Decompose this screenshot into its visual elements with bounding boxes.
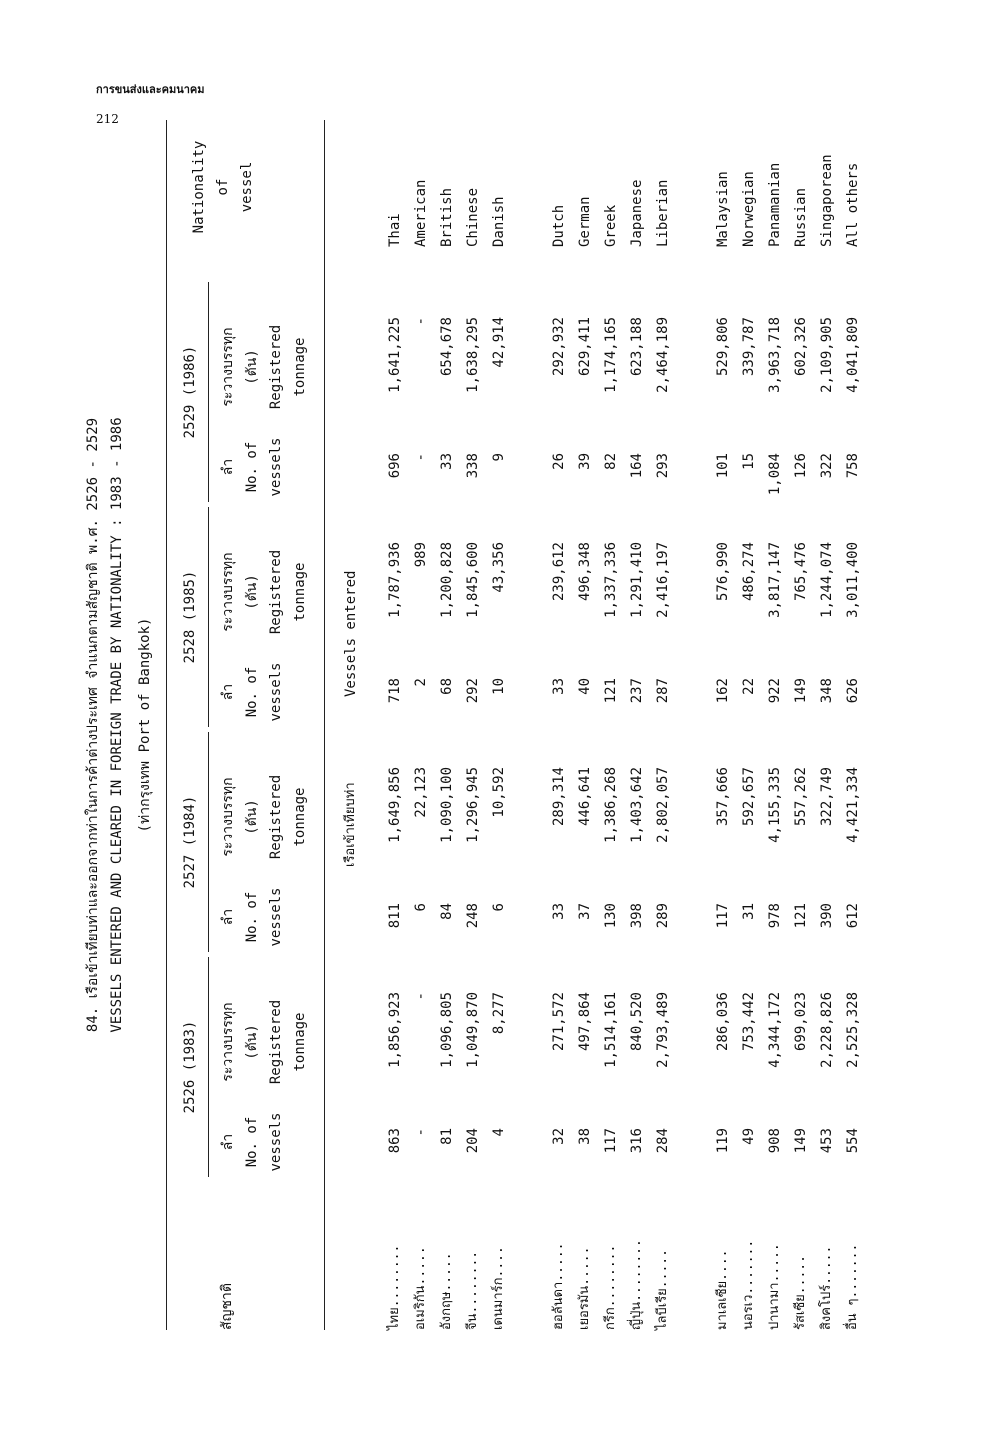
table-cell: 84 [439,903,455,920]
header-line: Nationality [191,140,207,234]
column-vessels-1985 [382,678,866,730]
table-cell: 239,612 [551,542,567,602]
table-row-label: Liberian [655,179,671,247]
table-cell: 623,188 [629,317,645,377]
year-rule-1985 [208,507,209,727]
table-top-rule [166,120,167,1330]
table-cell: 1,200,828 [439,542,455,618]
table-cell: 753,442 [741,992,757,1052]
table-cell: 1,296,945 [465,767,481,843]
table-cell: 287 [655,678,671,704]
table-cell: 4 [491,1128,507,1137]
table-cell: 33 [551,678,567,695]
year-header-1983: 2526 (1983) [182,1020,198,1114]
table-cell: 117 [603,1128,619,1154]
table-row-label: นอรเว....... [741,1239,756,1330]
header-bottom-rule [324,120,325,1330]
tonnage-header-1985 [216,532,312,652]
table-cell: 1,649,856 [387,767,403,843]
column-nationality-english [382,117,866,247]
table-cell: 1,090,100 [439,767,455,843]
table-cell: 9 [491,453,507,462]
table-cell: 26 [551,453,567,470]
table-row-label: เดนมาร์ก.... [491,1246,506,1330]
table-cell: 1,638,295 [465,317,481,393]
table-cell: 557,262 [793,767,809,827]
group-spacer [512,992,546,1092]
column-vessels-1984 [382,903,866,955]
table-cell: 339,787 [741,317,757,377]
table-cell: 863 [387,1128,403,1154]
group-spacer [512,678,546,730]
table-cell: 286,036 [715,992,731,1052]
table-cell: 121 [793,903,809,929]
header-line: ลำ [220,458,236,476]
group-spacer [676,767,710,867]
table-cell: 4,155,335 [767,767,783,843]
table-cell: 699,023 [793,992,809,1052]
table-cell: 446,641 [577,767,593,827]
table-cell: 271,572 [551,992,567,1052]
table-cell: 592,657 [741,767,757,827]
column-vessels-1983 [382,1128,866,1180]
table-row-label: ปานามา..... [767,1243,782,1330]
group-spacer [676,678,710,730]
table-cell: 1,856,923 [387,992,403,1068]
table-cell: 39 [577,453,593,470]
table-row-label: German [577,196,593,247]
table-cell: 765,476 [793,542,809,602]
table-row-label: All others [845,162,861,247]
table-cell: 554 [845,1128,861,1154]
table-cell: 3,817,147 [767,542,783,618]
group-spacer [512,903,546,955]
table-row-label: จีน........ [465,1250,480,1330]
page-number: 212 [96,112,119,126]
group-spacer [676,1210,710,1330]
table-cell: 529,806 [715,317,731,377]
table-cell: 2 [413,678,429,687]
table-row-label: Japanese [629,179,645,247]
table-cell: 237 [629,678,645,704]
table-row-label: Chinese [465,187,481,247]
vessels-header-1985 [216,657,288,727]
table-cell: 3,011,400 [845,542,861,618]
table-cell: 2,228,826 [819,992,835,1068]
table-row-label: Panamanian [767,162,783,247]
table-row-label: British [439,187,455,247]
table-cell: 33 [439,453,455,470]
header-line: (ตัน) [244,574,260,610]
table-cell: 1,403,642 [629,767,645,843]
table-cell: - [413,992,429,1001]
table-row-label: ญี่ปุ่น........ [629,1239,644,1330]
table-row-label: Singaporean [819,154,835,247]
table-cell: 322,749 [819,767,835,827]
table-cell: 1,386,268 [603,767,619,843]
header-line: ระวางบรรทุก [220,777,236,857]
table-row-label: อื่น ๆ....... [845,1243,860,1330]
table-cell: 1,337,336 [603,542,619,618]
header-line: tonnage [292,562,308,622]
table-cell: 204 [465,1128,481,1154]
table-cell: 42,914 [491,317,507,368]
table-row-label: มาเลเซีย.... [715,1249,730,1330]
table-cell: 840,520 [629,992,645,1052]
nationality-thai-header: สัญชาติ [219,1283,235,1330]
table-row-label: American [413,179,429,247]
table-cell: - [413,453,429,462]
header-line: No. of [244,441,260,493]
table-row-label: อังกฤษ..... [439,1252,454,1330]
table-cell: 117 [715,903,731,929]
table-row-label: ไทย........ [387,1244,402,1330]
table-cell: 293 [655,453,671,479]
table-cell: 2,109,905 [819,317,835,393]
vessels-header-1983 [216,1107,288,1177]
table-cell: 316 [629,1128,645,1154]
table-subtitle: (ท่ากรุงเทพ Port of Bangkok) [137,617,153,833]
header-line: vessels [268,887,284,947]
table-row-label: Greek [603,204,619,247]
group-spacer [512,1128,546,1180]
section-label-english: Vessels entered [343,570,359,697]
table-cell: 978 [767,903,783,929]
table-cell: 4,421,334 [845,767,861,843]
year-header-1985: 2528 (1985) [182,570,198,664]
table-cell: 248 [465,903,481,929]
table-cell: 31 [741,903,757,920]
table-cell: 486,274 [741,542,757,602]
table-cell: 8,277 [491,992,507,1035]
header-line: ลำ [220,683,236,701]
table-cell: 626 [845,678,861,704]
year-rule-1983 [208,957,209,1177]
table-cell: 1,084 [767,453,783,496]
header-line: No. of [244,666,260,718]
table-cell: 1,049,870 [465,992,481,1068]
table-cell: 1,641,225 [387,317,403,393]
group-spacer [676,542,710,642]
table-row-label: Dutch [551,204,567,247]
table-cell: 612 [845,903,861,929]
table-cell: 37 [577,903,593,920]
table-cell: 497,864 [577,992,593,1052]
table-cell: 130 [603,903,619,929]
header-line: (ตัน) [244,1024,260,1060]
header-line: Registered [268,324,284,410]
table-cell: 718 [387,678,403,704]
header-line: of [215,178,231,196]
table-cell: 126 [793,453,809,479]
table-cell: 10,592 [491,767,507,818]
table-cell: 119 [715,1128,731,1154]
statistics-table [82,120,922,1330]
tonnage-header-1986 [216,307,312,427]
group-spacer [512,317,546,417]
table-cell: 10 [491,678,507,695]
group-spacer [512,1210,546,1330]
table-cell: 629,411 [577,317,593,377]
table-cell: 38 [577,1128,593,1145]
table-cell: 453 [819,1128,835,1154]
table-row-label: กรีก........ [603,1244,618,1330]
table-cell: 82 [603,453,619,470]
header-line: (ตัน) [244,799,260,835]
table-cell: 68 [439,678,455,695]
table-cell: 654,678 [439,317,455,377]
header-line: ระวางบรรทุก [220,327,236,407]
table-cell: 2,464,189 [655,317,671,393]
table-cell: 40 [577,678,593,695]
group-spacer [676,992,710,1092]
table-cell: 292,932 [551,317,567,377]
table-cell: 3,963,718 [767,317,783,393]
table-cell: - [413,1128,429,1137]
vessels-header-1984 [216,882,288,952]
table-row-label: Thai [387,213,403,247]
header-line: tonnage [292,1012,308,1072]
section-label-thai: เรือเข้าเทียบท่า [343,782,358,867]
year-rule-1984 [208,732,209,952]
table-cell: 322 [819,453,835,479]
header-line: tonnage [292,337,308,397]
table-cell: 33 [551,903,567,920]
table-cell: 1,787,936 [387,542,403,618]
header-line: No. of [244,1116,260,1168]
vessels-header-1986 [216,432,288,502]
table-cell: 602,326 [793,317,809,377]
table-cell: 2,525,328 [845,992,861,1068]
column-vessels-1986 [382,453,866,505]
table-cell: 164 [629,453,645,479]
table-row-label: Danish [491,196,507,247]
table-cell: 1,244,074 [819,542,835,618]
table-cell: 1,291,410 [629,542,645,618]
header-line: (ตัน) [244,349,260,385]
column-tonnage-1983 [382,992,866,1092]
table-cell: 162 [715,678,731,704]
table-cell: 15 [741,453,757,470]
table-cell: 101 [715,453,731,479]
group-spacer [512,117,546,247]
table-cell: 289 [655,903,671,929]
group-spacer [676,117,710,247]
group-spacer [512,542,546,642]
table-cell: 908 [767,1128,783,1154]
table-cell: 922 [767,678,783,704]
table-cell: 49 [741,1128,757,1145]
year-rule-1986 [208,282,209,502]
group-spacer [676,453,710,505]
header-line: Registered [268,549,284,635]
table-cell: 149 [793,1128,809,1154]
table-cell: 390 [819,903,835,929]
table-row-label: Malaysian [715,171,731,247]
table-cell: 6 [491,903,507,912]
header-line: ระวางบรรทุก [220,552,236,632]
tonnage-header-1983 [216,982,312,1102]
table-cell: 1,514,161 [603,992,619,1068]
table-cell: 32 [551,1128,567,1145]
table-row-label: สิงคโปร์..... [819,1245,834,1330]
table-cell: 758 [845,453,861,479]
header-line: ลำ [220,1133,236,1151]
document-header: การขนส่งและคมนาคม [96,83,205,96]
table-cell: 22,123 [413,767,429,818]
table-cell: 4,344,172 [767,992,783,1068]
column-nationality-thai [382,1210,866,1330]
table-cell: 989 [413,542,429,568]
header-line: ระวางบรรทุก [220,1002,236,1082]
table-cell: 292 [465,678,481,704]
header-line: vessel [239,161,255,213]
column-tonnage-1985 [382,542,866,642]
table-cell: 284 [655,1128,671,1154]
table-cell: 811 [387,903,403,929]
table-cell: 357,666 [715,767,731,827]
table-row-label: อเมริกัน..... [413,1246,428,1330]
table-cell: 22 [741,678,757,695]
table-row-label: รัสเซีย..... [793,1255,808,1330]
table-cell: 496,348 [577,542,593,602]
group-spacer [676,1128,710,1180]
table-cell: 43,356 [491,542,507,593]
table-cell: - [413,317,429,326]
column-tonnage-1984 [382,767,866,867]
table-cell: 6 [413,903,429,912]
group-spacer [676,317,710,417]
table-row-label: ไลบีเรีย..... [655,1249,670,1330]
group-spacer [512,453,546,505]
table-cell: 338 [465,453,481,479]
year-header-1984: 2527 (1984) [182,795,198,889]
table-cell: 289,314 [551,767,567,827]
header-line: tonnage [292,787,308,847]
header-line: vessels [268,662,284,722]
table-row-label: Russian [793,187,809,247]
table-row-label: Norwegian [741,171,757,247]
header-line: Registered [268,774,284,860]
table-cell: 1,096,805 [439,992,455,1068]
table-row-label: ฮอลันดา..... [551,1242,566,1330]
column-tonnage-1986 [382,317,866,417]
table-cell: 1,845,600 [465,542,481,618]
year-header-1986: 2529 (1986) [182,345,198,439]
table-cell: 121 [603,678,619,704]
group-spacer [676,903,710,955]
table-cell: 2,416,197 [655,542,671,618]
table-title-thai: 84. เรือเข้าเทียบท่าและออกจากท่าในการค้าต่างประเทศ จำแนกตามสัญชาติ พ.ศ. 2526 - 2529 [85,417,101,1033]
group-spacer [512,767,546,867]
tonnage-header-1984 [216,757,312,877]
table-cell: 1,174,165 [603,317,619,393]
table-cell: 348 [819,678,835,704]
table-title-english: VESSELS ENTERED AND CLEARED IN FOREIGN TRADE BY NATIONALITY : 1983 - 1986 [109,417,125,1033]
table-cell: 149 [793,678,809,704]
table-cell: 2,793,489 [655,992,671,1068]
table-cell: 81 [439,1128,455,1145]
header-line: vessels [268,437,284,497]
table-cell: 576,990 [715,542,731,602]
header-line: No. of [244,891,260,943]
header-line: vessels [268,1112,284,1172]
table-cell: 696 [387,453,403,479]
header-line: Registered [268,999,284,1085]
header-line: ลำ [220,908,236,926]
table-cell: 2,802,057 [655,767,671,843]
table-cell: 4,041,809 [845,317,861,393]
table-row-label: เยอรมัน..... [577,1246,592,1330]
table-cell: 398 [629,903,645,929]
nationality-english-header [187,127,259,247]
